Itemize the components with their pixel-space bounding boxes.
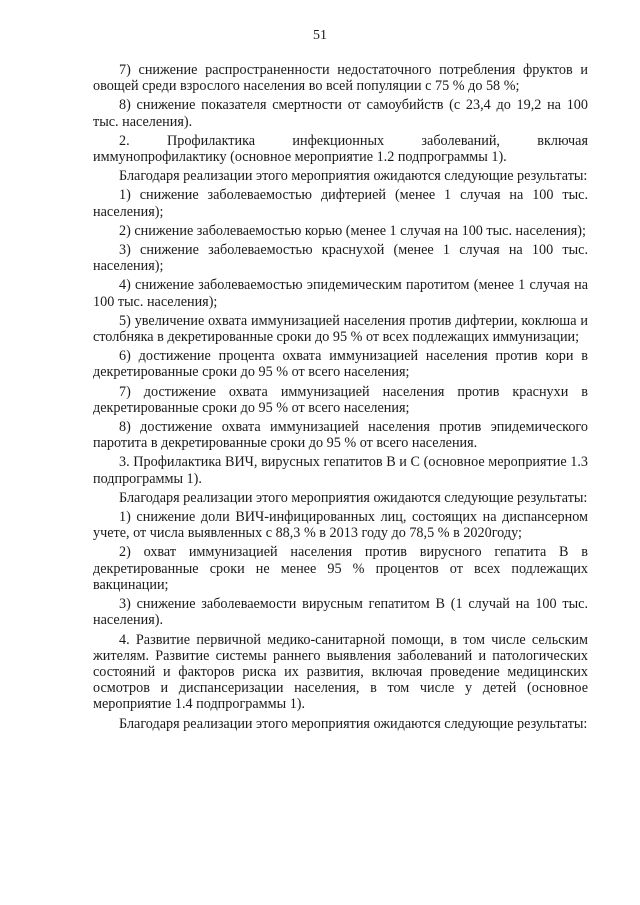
paragraph-expected-results-intro: Благодаря реализации этого мероприятия ожидаются следующие результаты: (119, 168, 588, 185)
paragraph-item-1-hiv-share: 1) снижение доли ВИЧ-инфицированных лиц, состоящих на диспансерном учете, от числа выявленных с 88,3 % в 2013 году до 78,5 % в 2020году; (93, 509, 588, 542)
paragraph-item-8-mumps-immunization: 8) достижение охвата иммунизацией населения против эпидемического паротита в декретированные сроки до 95 % от всего населения. (93, 419, 588, 452)
paragraph-expected-results-intro: Благодаря реализации этого мероприятия ожидаются следующие результаты: (119, 489, 588, 506)
section-heading-4-primary-care: 4. Развитие первичной медико-санитарной помощи, в том числе сельским жителям. Развитие системы раннего выявления заболеваний и патологических состояний и факторов риска их развития, включая проведение медицинских осмотров и диспансеризации населения, в том числе у детей (основное мероприятие 1.4 подпрограммы 1). (93, 631, 588, 713)
paragraph-item-1-diphtheria: 1) снижение заболеваемостью дифтерией (менее 1 случая на 100 тыс. населения); (93, 187, 588, 220)
paragraph-item-6-measles-immunization: 6) достижение процента охвата иммунизацией населения против кори в декретированные сроки до 95 % от всего населения; (93, 348, 588, 381)
paragraph-item-3-hepatitis-b-incidence: 3) снижение заболеваемости вирусным гепатитом В (1 случай на 100 тыс. населения). (93, 596, 588, 629)
paragraph-item-2-hepatitis-b-immunization: 2) охват иммунизацией населения против вирусного гепатита В в декретированные сроки не менее 95 % процентов от всех подлежащих вакцинации; (93, 544, 588, 593)
section-heading-2-infectious-disease: 2. Профилактика инфекционных заболеваний, включая иммунопрофилактику (основное мероприятие 1.2 подпрограммы 1). (93, 132, 588, 166)
page-number: 51 (313, 28, 327, 43)
paragraph-item-4-mumps: 4) снижение заболеваемостью эпидемическим паротитом (менее 1 случая на 100 тыс. населения); (93, 277, 588, 310)
paragraph-item-7-rubella-immunization: 7) достижение охвата иммунизацией населения против краснухи в декретированные сроки до 95 % от всего населения; (93, 383, 588, 416)
paragraph-item-3-rubella: 3) снижение заболеваемостью краснухой (менее 1 случая на 100 тыс. населения); (93, 242, 588, 275)
paragraph-item-2-measles: 2) снижение заболеваемостью корью (менее 1 случая на 100 тыс. населения); (119, 222, 586, 239)
document-body (93, 62, 588, 735)
paragraph-item-5-dtp-immunization: 5) увеличение охвата иммунизацией населения против дифтерии, коклюша и столбняка в декретированные сроки до 95 % от всех подлежащих иммунизации; (93, 312, 588, 346)
section-heading-3-hiv-hepatitis: 3. Профилактика ВИЧ, вирусных гепатитов В и С (основное мероприятие 1.3 подпрограммы 1). (93, 454, 588, 487)
paragraph-expected-results-intro: Благодаря реализации этого мероприятия ожидаются следующие результаты: (119, 715, 588, 732)
paragraph-item-8-suicide-mortality: 8) снижение показателя смертности от самоубийств (с 23,4 до 19,2 на 100 тыс. населения). (93, 97, 588, 130)
paragraph-item-7-fruit-vegetable: 7) снижение распространенности недостаточного потребления фруктов и овощей среди взрослого населения во всей популяции с 75 % до 58 %; (93, 62, 588, 95)
